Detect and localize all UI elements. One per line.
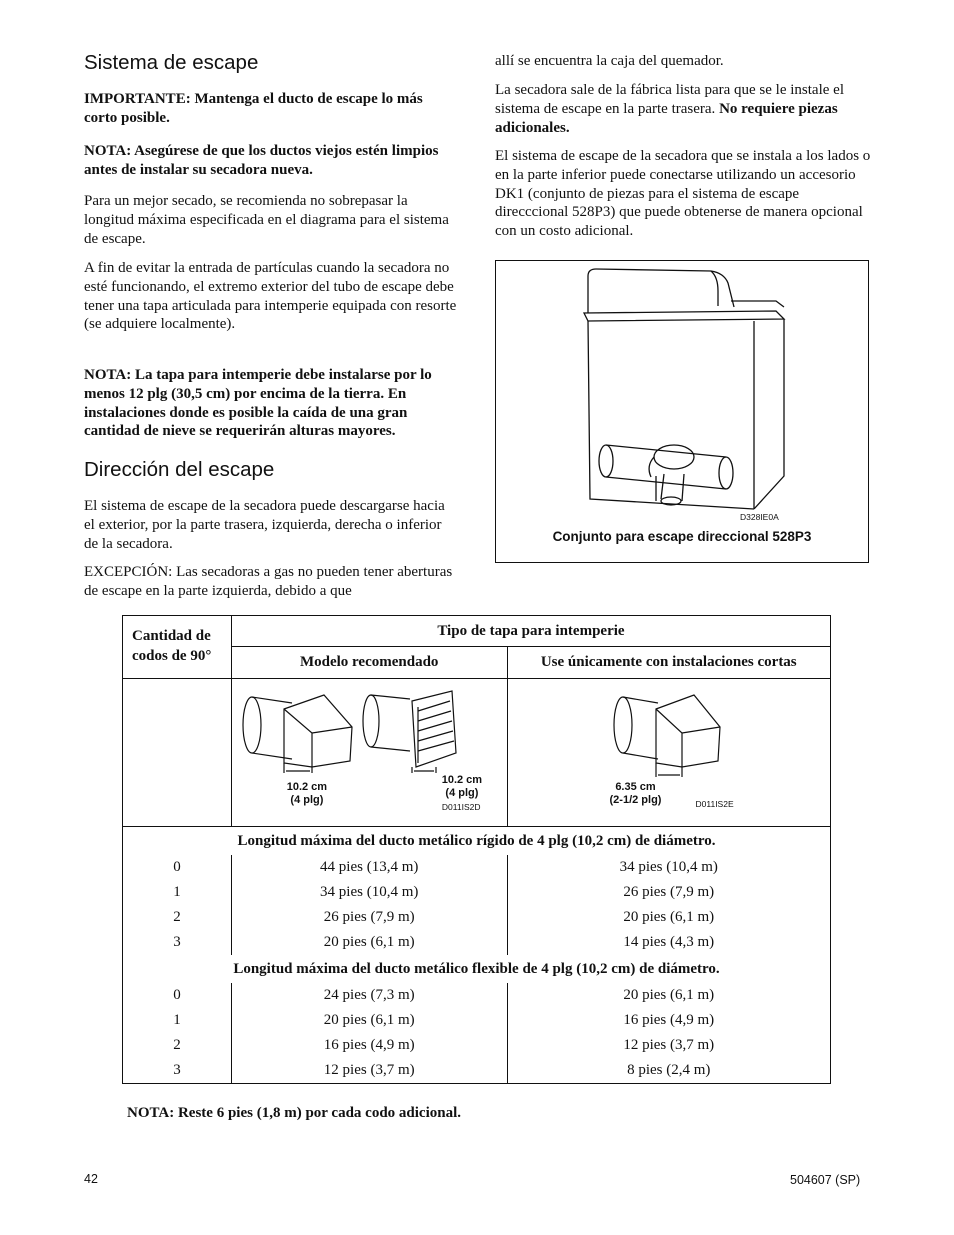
dim1-in: (4 plg)	[290, 794, 324, 806]
recommended-hoods-cell	[231, 679, 507, 827]
table-row	[123, 930, 831, 955]
note-old-ducts: NOTA: Asegúrese de que los ductos viejos estén limpios antes de instalar su secadora nueva.	[84, 143, 439, 178]
paragraph-burner-box: allí se encuentra la caja del quemador.	[495, 53, 724, 69]
recommended-length-cell: 24 pies (7,3 m)	[231, 983, 507, 1008]
recommended-length-cell: 20 pies (6,1 m)	[231, 1008, 507, 1033]
recommended-length-cell: 12 pies (3,7 m)	[231, 1058, 507, 1084]
rigid-duct-title: Longitud máxima del ducto metálico rígido de 4 plg (10,2 cm) de diámetro.	[123, 827, 831, 856]
elbows-cell: 1	[123, 880, 232, 905]
dim-label-3	[603, 781, 669, 807]
header-short-only: Use únicamente con instalaciones cortas	[507, 647, 831, 679]
paragraph-max-length: Para un mejor secado, se recomienda no sobrepasar la longitud máxima especificada en el diagrama para el sistema de escape.	[84, 193, 449, 247]
recommended-length-cell: 20 pies (6,1 m)	[231, 930, 507, 955]
elbows-cell: 2	[123, 1033, 232, 1058]
recommended-length-cell: 26 pies (7,9 m)	[231, 905, 507, 930]
dim3-in: (2-1/2 plg)	[609, 794, 662, 806]
short-length-cell: 12 pies (3,7 m)	[507, 1033, 831, 1058]
elbows-cell: 0	[123, 855, 232, 880]
recommended-length-cell: 44 pies (13,4 m)	[231, 855, 507, 880]
header-recommended: Modelo recomendado	[231, 647, 507, 679]
table-row	[123, 1033, 831, 1058]
paragraph-side-bottom-exhaust: El sistema de escape de la secadora que se instala a los lados o en la parte inferior puede conectarse utilizando un accesorio DK1 (conjunto de piezas para el sistema de escape direcccional 528P3) que puede obtenerse de manera opcional con un costo adicional.	[495, 148, 871, 240]
flex-duct-title: Longitud máxima del ducto metálico flexible de 4 plg (10,2 cm) de diámetro.	[123, 955, 831, 983]
elbows-cell: 2	[123, 905, 232, 930]
elbows-cell: 3	[123, 1058, 232, 1084]
dim2-cm: 10.2 cm	[441, 774, 483, 786]
dim-label-2	[429, 774, 495, 800]
recommended-length-cell: 34 pies (10,4 m)	[231, 880, 507, 905]
short-hood-illustration	[508, 683, 832, 803]
header-elbows: Cantidad de codos de 90°	[123, 616, 232, 679]
recommended-length-cell: 16 pies (4,9 m)	[231, 1033, 507, 1058]
short-length-cell: 14 pies (4,3 m)	[507, 930, 831, 955]
table-row	[123, 983, 831, 1008]
elbows-cell: 0	[123, 983, 232, 1008]
section-title-exhaust-direction: Dirección del escape	[84, 458, 275, 481]
short-length-cell: 20 pies (6,1 m)	[507, 905, 831, 930]
elbows-cell: 3	[123, 930, 232, 955]
table-row	[123, 880, 831, 905]
short-length-cell: 34 pies (10,4 m)	[507, 855, 831, 880]
factory-ready-text: La secadora sale de la fábrica lista para que se le instale el sistema de escape en la parte trasera.	[495, 82, 844, 117]
table-row	[123, 855, 831, 880]
table-row	[123, 905, 831, 930]
short-length-cell: 20 pies (6,1 m)	[507, 983, 831, 1008]
dim3-cm: 6.35 cm	[615, 781, 656, 793]
exhaust-length-table	[122, 615, 831, 1084]
image-row-empty-cell	[123, 679, 232, 827]
note-hood-height: NOTA: La tapa para intemperie debe instalarse por lo menos 12 plg (30,5 cm) por encima de la tierra. En instalaciones donde es posible la caída de una gran cantidad de nieve se requerirán alturas mayores.	[84, 367, 432, 440]
image-code-right: D011IS2E	[695, 799, 734, 809]
image-code-left: D011IS2D	[441, 802, 481, 812]
note-additional-elbow: NOTA: Reste 6 pies (1,8 m) por cada codo adicional.	[127, 1105, 462, 1121]
figure-caption: Conjunto para escape direccional 528P3	[552, 529, 812, 544]
short-hood-cell	[507, 679, 831, 827]
dim-label-1	[274, 781, 340, 807]
dim2-in: (4 plg)	[445, 787, 479, 799]
section-title-exhaust-system: Sistema de escape	[84, 51, 259, 74]
elbows-cell: 1	[123, 1008, 232, 1033]
paragraph-exception: EXCEPCIÓN: Las secadoras a gas no pueden tener aberturas de escape en la parte izquierda, debido a que	[84, 564, 453, 599]
page-number: 42	[84, 1172, 98, 1186]
dryer-illustration	[496, 261, 868, 562]
document-number: 504607 (SP)	[790, 1173, 861, 1187]
header-hood-type: Tipo de tapa para intemperie	[231, 616, 830, 647]
table-row	[123, 1058, 831, 1084]
short-length-cell: 8 pies (2,4 m)	[507, 1058, 831, 1084]
paragraph-exhaust-direction: El sistema de escape de la secadora puede descargarse hacia el exterior, por la parte trasera, izquierda, derecha o inferior de la secadora.	[84, 498, 445, 552]
table-row	[123, 1008, 831, 1033]
short-length-cell: 26 pies (7,9 m)	[507, 880, 831, 905]
figure-code: D328IE0A	[740, 512, 779, 522]
short-length-cell: 16 pies (4,9 m)	[507, 1008, 831, 1033]
important-paragraph: IMPORTANTE: Mantenga el ducto de escape lo más corto posible.	[84, 91, 423, 126]
paragraph-weather-hood: A fin de evitar la entrada de partículas cuando la secadora no esté funcionando, el extremo exterior del tubo de escape debe tener una tapa articulada para intemperie equipada con resorte (se adquiere localmente).	[84, 260, 457, 333]
no-parts-needed-text: No requiere piezas adicionales.	[495, 100, 838, 136]
dim1-cm: 10.2 cm	[286, 781, 328, 793]
dryer-exhaust-kit-figure	[495, 260, 869, 563]
paragraph-factory-ready	[495, 81, 875, 137]
